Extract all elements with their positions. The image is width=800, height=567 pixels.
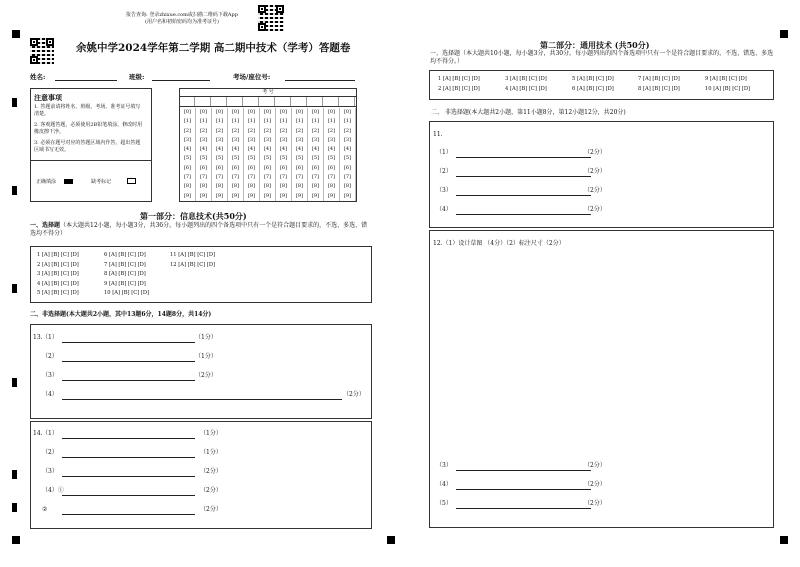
q13-score: （1分） — [195, 334, 217, 341]
exam-digit-bubble[interactable]: [4] — [340, 145, 356, 154]
side-mark — [12, 470, 17, 479]
exam-digit-bubble[interactable]: [7] — [212, 173, 228, 182]
exam-digit-bubble[interactable]: [9] — [324, 192, 340, 201]
exam-digit-bubble[interactable]: [9] — [244, 192, 260, 201]
alignment-mark-bottom-right — [780, 536, 788, 544]
exam-digit-bubble[interactable]: [9] — [180, 192, 196, 201]
part2-nonchoice-title: 二、 非选择题(本大题共2小题，第11小题8分，第12小题12分，共20分) — [431, 109, 626, 116]
exam-digit-bubble[interactable]: [3] — [228, 136, 244, 145]
q11-sub-label: （1） — [436, 149, 452, 156]
exam-digit-bubble[interactable]: [1] — [180, 117, 196, 126]
part2-title: 第二部分：通用技术 (共50分) — [540, 40, 650, 50]
choice-question[interactable]: 12 [A] [B] [C] [D] — [170, 261, 216, 268]
choice-question[interactable]: 4 [A] [B] [C] [D] — [37, 280, 79, 287]
q11-score: （2分） — [584, 187, 606, 194]
q14-sub-label: （3） — [42, 468, 58, 475]
q14-score: （2分） — [200, 487, 222, 494]
exam-digit-bubble[interactable]: [3] — [260, 136, 276, 145]
q14-sub-label: （1） — [42, 430, 58, 437]
exam-digit-bubble[interactable]: [4] — [196, 145, 212, 154]
exam-digit-bubble[interactable]: [2] — [212, 127, 228, 136]
part2-choice-desc: 一、选择题（本大题共10小题，每小题3分，共30分。每小题列出的四个备选项中只有一个是符合题目要求的，不选、错选、多选均不得分。） — [430, 50, 774, 65]
correct-fill-sample — [64, 179, 73, 184]
choice-question[interactable]: 10 [A] [B] [C] [D] — [104, 290, 150, 296]
part1-choice-desc — [30, 222, 370, 238]
exam-digit-bubble[interactable]: [7] — [324, 173, 340, 182]
exam-digit-bubble[interactable]: [2] — [292, 127, 308, 136]
exam-digit-bubble[interactable]: [0] — [196, 108, 212, 117]
q12-score: （2分） — [584, 500, 606, 507]
qr-code-app — [258, 5, 284, 31]
exam-digit-bubble[interactable]: [2] — [324, 127, 340, 136]
part1-choice-title: 一、选择题 — [30, 222, 61, 229]
q12-score: （2分） — [584, 462, 606, 469]
exam-digit-bubble[interactable]: [6] — [228, 164, 244, 173]
alignment-mark-bottom-middle — [387, 536, 395, 544]
q12-header: 12.（1）设计草图 （4分）（2）标注尺寸（2分） — [433, 240, 565, 247]
exam-digit-bubble[interactable]: [2] — [340, 127, 356, 136]
exam-digit-bubble[interactable]: [5] — [340, 154, 356, 163]
alignment-mark-top-left — [12, 30, 20, 38]
choice-question[interactable]: 11 [A] [B] [C] [D] — [170, 252, 216, 258]
choice-question[interactable]: 7 [A] [B] [C] [D] — [638, 76, 680, 82]
q13-answer-line[interactable] — [62, 380, 195, 381]
absent-mark-box[interactable] — [127, 178, 136, 184]
exam-digit-bubble[interactable]: [3] — [324, 136, 340, 145]
q14-number: 14. — [33, 430, 43, 437]
notes-item: 1. 答题前请将姓名、班级、考场、准考证号填写清楚。 — [34, 104, 141, 117]
choice-question[interactable]: 4 [A] [B] [C] [D] — [505, 86, 547, 92]
exam-digit-bubble[interactable]: [8] — [292, 182, 308, 191]
q11-answer-line[interactable] — [456, 195, 591, 196]
exam-digit-bubble[interactable]: [4] — [308, 145, 324, 154]
q14-answer-line[interactable] — [62, 514, 195, 515]
exam-digit-bubble[interactable]: [6] — [196, 164, 212, 173]
exam-digit-bubble[interactable]: [8] — [340, 182, 356, 191]
absent-label: 缺考标记 — [91, 179, 112, 185]
q11-answer-line[interactable] — [456, 157, 591, 158]
exam-digit-bubble[interactable]: [3] — [244, 136, 260, 145]
exam-digit-bubble[interactable]: [2] — [196, 127, 212, 136]
exam-digit-bubble[interactable]: [9] — [276, 192, 292, 201]
exam-digit-bubble[interactable]: [6] — [308, 164, 324, 173]
part1-nonchoice-title: 二、非选择题(本大题共2小题，其中13题6分，14题8分，共14分) — [30, 311, 212, 318]
exam-digit-bubble[interactable]: [0] — [324, 108, 340, 117]
exam-digit-bubble[interactable]: [0] — [308, 108, 324, 117]
exam-digit-bubble[interactable]: [6] — [340, 164, 356, 173]
q13-score: （1分） — [195, 353, 217, 360]
exam-digit-bubble[interactable]: [6] — [260, 164, 276, 173]
side-mark — [12, 284, 17, 293]
exam-digit-bubble[interactable]: [4] — [180, 145, 196, 154]
q13-answer-line[interactable] — [62, 399, 342, 400]
q11-number: 11. — [433, 131, 443, 138]
q13-sub-label: （4） — [42, 391, 58, 398]
exam-digit-bubble[interactable]: [7] — [276, 173, 292, 182]
q12-sub-label: （3） — [436, 462, 452, 469]
exam-digit-bubble[interactable]: [5] — [180, 154, 196, 163]
exam-digit-bubble[interactable]: [1] — [276, 117, 292, 126]
choice-question[interactable]: 3 [A] [B] [C] [D] — [37, 271, 79, 277]
seat-label: 考场/座位号: — [233, 73, 271, 81]
qr-code-sheet — [30, 38, 54, 64]
exam-digit-bubble[interactable]: [4] — [292, 145, 308, 154]
name-label: 姓名: — [30, 73, 46, 81]
q12-score: （2分） — [584, 481, 606, 488]
exam-digit-bubble[interactable]: [5] — [260, 154, 276, 163]
q14-answer-line[interactable] — [62, 438, 195, 439]
exam-digit-bubble[interactable]: [2] — [276, 127, 292, 136]
q14-score: （1分） — [200, 449, 222, 456]
exam-digit-bubble[interactable]: [4] — [324, 145, 340, 154]
exam-digit-bubble[interactable]: [4] — [260, 145, 276, 154]
exam-digit-bubble[interactable]: [5] — [276, 154, 292, 163]
exam-digit-bubble[interactable]: [5] — [244, 154, 260, 163]
q13-sub-label: （2） — [42, 353, 58, 360]
choice-question[interactable]: 2 [A] [B] [C] [D] — [37, 261, 79, 268]
exam-digit-bubble[interactable]: [7] — [228, 173, 244, 182]
exam-digit-bubble[interactable]: [1] — [212, 117, 228, 126]
choice-question[interactable]: 5 [A] [B] [C] [D] — [37, 290, 79, 296]
choice-question[interactable]: 2 [A] [B] [C] [D] — [438, 86, 480, 92]
exam-digit-bubble[interactable]: [0] — [244, 108, 260, 117]
exam-digit-bubble[interactable]: [9] — [228, 192, 244, 201]
exam-digit-bubble[interactable]: [1] — [324, 117, 340, 126]
choice-question[interactable]: 9 [A] [B] [C] [D] — [104, 280, 146, 287]
q11-sub-label: （3） — [436, 187, 452, 194]
exam-digit-bubble[interactable]: [3] — [212, 136, 228, 145]
exam-digit-bubble[interactable]: [2] — [228, 127, 244, 136]
q11-score: （2分） — [584, 168, 606, 175]
seat-field[interactable] — [285, 80, 355, 81]
exam-digit-bubble[interactable]: [8] — [212, 182, 228, 191]
side-mark — [12, 378, 17, 387]
q13-answer-line[interactable] — [62, 361, 195, 362]
q14-answer-line[interactable] — [62, 495, 195, 496]
alignment-mark-bottom-left — [12, 536, 20, 544]
choice-question[interactable]: 1 [A] [B] [C] [D] — [37, 252, 79, 258]
exam-digit-bubble[interactable]: [7] — [340, 173, 356, 182]
q14-score: （1分） — [200, 430, 222, 437]
part2-choice-box — [429, 70, 774, 100]
q11-score: （2分） — [584, 206, 606, 213]
correct-fill-label: 正确填涂 — [36, 179, 57, 185]
exam-digit-bubble[interactable]: [9] — [212, 192, 228, 201]
exam-digit-bubble[interactable]: [2] — [308, 127, 324, 136]
exam-digit-bubble[interactable]: [0] — [180, 108, 196, 117]
q12-sketch-area[interactable] — [440, 252, 765, 452]
exam-digit-bubble[interactable]: [3] — [340, 136, 356, 145]
exam-digit-bubble[interactable]: [6] — [276, 164, 292, 173]
exam-digit-bubble[interactable]: [2] — [244, 127, 260, 136]
exam-digit-bubble[interactable]: [6] — [244, 164, 260, 173]
exam-digit-bubble[interactable]: [3] — [308, 136, 324, 145]
exam-digit-bubble[interactable]: [1] — [340, 117, 356, 126]
q13-answer-line[interactable] — [62, 342, 195, 343]
exam-digit-bubble[interactable]: [8] — [260, 182, 276, 191]
exam-digit-bubble[interactable]: [5] — [308, 154, 324, 163]
exam-digit-bubble[interactable]: [3] — [292, 136, 308, 145]
q11-answer-line[interactable] — [456, 214, 591, 215]
exam-digit-bubble[interactable]: [7] — [308, 173, 324, 182]
choice-question[interactable]: 9 [A] [B] [C] [D] — [705, 76, 747, 82]
q14-sub-label: ② — [42, 506, 48, 513]
exam-digit-bubble[interactable]: [5] — [324, 154, 340, 163]
exam-digit-bubble[interactable]: [9] — [196, 192, 212, 201]
q11-score: （2分） — [584, 149, 606, 156]
class-label: 班级: — [129, 73, 145, 81]
choice-question[interactable]: 8 [A] [B] [C] [D] — [638, 86, 680, 92]
q12-answer-line[interactable] — [456, 489, 591, 490]
exam-digit-bubble[interactable]: [3] — [196, 136, 212, 145]
exam-number-grid[interactable] — [180, 108, 356, 201]
side-mark — [12, 503, 17, 512]
q14-answer-line[interactable] — [62, 476, 195, 477]
q11-answer-line[interactable] — [456, 176, 591, 177]
exam-digit-bubble[interactable]: [8] — [276, 182, 292, 191]
q13-number: 13. — [33, 334, 43, 341]
part1-choice-text: （本大题共12小题，每小题3分，共36分。每小题列出的四个备选项中只有一个是符合题目要求的，不选、多选、错选均不得分） — [30, 222, 368, 237]
exam-digit-bubble[interactable]: [0] — [228, 108, 244, 117]
choice-question[interactable]: 8 [A] [B] [C] [D] — [104, 271, 146, 277]
exam-digit-bubble[interactable]: [5] — [196, 154, 212, 163]
exam-digit-bubble[interactable]: [1] — [196, 117, 212, 126]
exam-digit-bubble[interactable]: [5] — [292, 154, 308, 163]
exam-digit-bubble[interactable]: [3] — [180, 136, 196, 145]
exam-digit-bubble[interactable]: [8] — [180, 182, 196, 191]
part1-title: 第一部分：信息技术(共50分) — [140, 211, 247, 221]
exam-digit-bubble[interactable]: [2] — [180, 127, 196, 136]
exam-digit-bubble[interactable]: [3] — [276, 136, 292, 145]
choice-question[interactable]: 5 [A] [B] [C] [D] — [572, 76, 614, 82]
exam-digit-bubble[interactable]: [7] — [292, 173, 308, 182]
exam-digit-bubble[interactable]: [9] — [340, 192, 356, 201]
exam-number-header: 考 号 — [179, 89, 357, 97]
exam-digit-bubble[interactable]: [5] — [228, 154, 244, 163]
choice-question[interactable]: 6 [A] [B] [C] [D] — [572, 86, 614, 92]
q12-sub-label: （5） — [436, 500, 452, 507]
exam-digit-bubble[interactable]: [7] — [244, 173, 260, 182]
exam-digit-bubble[interactable]: [2] — [260, 127, 276, 136]
q11-sub-label: （4） — [436, 206, 452, 213]
q14-score: （2分） — [200, 506, 222, 513]
exam-digit-bubble[interactable]: [0] — [260, 108, 276, 117]
exam-digit-bubble[interactable]: [9] — [292, 192, 308, 201]
exam-digit-bubble[interactable]: [1] — [292, 117, 308, 126]
exam-digit-bubble[interactable]: [0] — [212, 108, 228, 117]
exam-digit-bubble[interactable]: [6] — [212, 164, 228, 173]
q13-sub-label: （1） — [42, 334, 58, 341]
exam-digit-bubble[interactable]: [7] — [196, 173, 212, 182]
exam-digit-bubble[interactable]: [7] — [180, 173, 196, 182]
exam-digit-bubble[interactable]: [8] — [308, 182, 324, 191]
side-mark — [12, 98, 17, 107]
q12-answer-line[interactable] — [456, 508, 591, 509]
exam-digit-bubble[interactable]: [4] — [228, 145, 244, 154]
exam-digit-bubble[interactable]: [0] — [340, 108, 356, 117]
q13-score: （2分） — [343, 391, 365, 398]
exam-digit-bubble[interactable]: [0] — [292, 108, 308, 117]
q13-score: （2分） — [195, 372, 217, 379]
exam-digit-bubble[interactable]: [4] — [276, 145, 292, 154]
exam-digit-bubble[interactable]: [9] — [260, 192, 276, 201]
sheet-title: 余姚中学2024学年第二学期 高二期中技术（学考）答题卷 — [76, 42, 351, 54]
choice-question[interactable]: 10 [A] [B] [C] [D] — [705, 86, 751, 92]
choice-question[interactable]: 6 [A] [B] [C] [D] — [104, 252, 146, 258]
q14-sub-label: （4）① — [42, 487, 64, 494]
exam-digit-bubble[interactable]: [1] — [260, 117, 276, 126]
exam-digit-bubble[interactable]: [8] — [244, 182, 260, 191]
exam-digit-bubble[interactable]: [1] — [244, 117, 260, 126]
side-mark — [12, 186, 17, 195]
choice-question[interactable]: 3 [A] [B] [C] [D] — [505, 76, 547, 82]
q12-answer-line[interactable] — [456, 470, 591, 471]
q13-sub-label: （3） — [42, 372, 58, 379]
q11-sub-label: （2） — [436, 168, 452, 175]
exam-digit-bubble[interactable]: [8] — [324, 182, 340, 191]
alignment-mark-top-right — [780, 30, 788, 38]
exam-digit-bubble[interactable]: [9] — [308, 192, 324, 201]
exam-digit-bubble[interactable]: [4] — [212, 145, 228, 154]
notes-item: 3. 必须在题号对应的答题区域内作答，超出答题区域书写无效。 — [34, 140, 141, 153]
exam-digit-bubble[interactable]: [8] — [196, 182, 212, 191]
exam-digit-bubble[interactable]: [6] — [180, 164, 196, 173]
exam-digit-bubble[interactable]: [1] — [308, 117, 324, 126]
report-query-subnote: (用户名和初始密码均为准考证号) — [145, 19, 219, 25]
notes-item: 2. 客观题答题，必须使用2B铅笔填涂，修改时用橡皮擦干净。 — [34, 122, 143, 135]
name-field[interactable] — [55, 80, 117, 81]
q14-score: （2分） — [200, 468, 222, 475]
exam-digit-bubble[interactable]: [6] — [292, 164, 308, 173]
report-query-note: 报告查询: 登录zhixue.com或扫描二维码下载App — [126, 12, 238, 18]
exam-digit-bubble[interactable]: [8] — [228, 182, 244, 191]
exam-digit-bubble[interactable]: [0] — [276, 108, 292, 117]
class-field[interactable] — [152, 80, 210, 81]
exam-digit-bubble[interactable]: [5] — [212, 154, 228, 163]
choice-question[interactable]: 1 [A] [B] [C] [D] — [438, 76, 480, 82]
q12-sub-label: （4） — [436, 481, 452, 488]
exam-digit-bubble[interactable]: [4] — [244, 145, 260, 154]
q14-answer-line[interactable] — [62, 457, 195, 458]
exam-digit-bubble[interactable]: [6] — [324, 164, 340, 173]
exam-digit-bubble[interactable]: [1] — [228, 117, 244, 126]
notes-title: 注意事项 — [34, 93, 62, 102]
exam-digit-bubble[interactable]: [7] — [260, 173, 276, 182]
choice-question[interactable]: 7 [A] [B] [C] [D] — [104, 261, 146, 268]
q14-sub-label: （2） — [42, 449, 58, 456]
